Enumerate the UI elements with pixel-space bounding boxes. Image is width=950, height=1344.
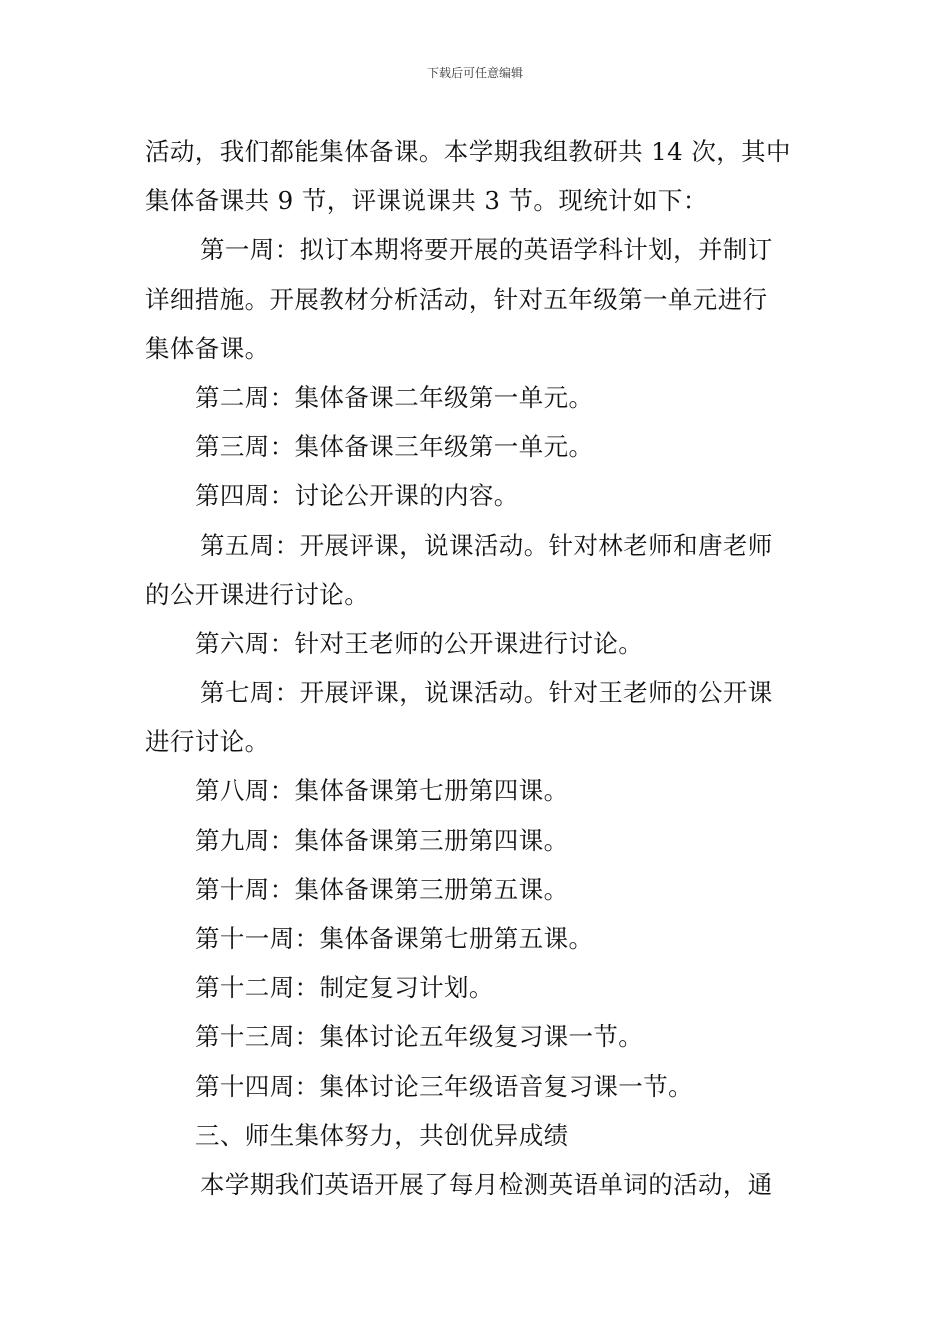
text-line: 第十二周：制定复习计划。 (195, 973, 494, 1003)
text-line: 第八周：集体备课第七册第四课。 (195, 776, 569, 806)
text-line: 进行讨论。 (145, 727, 270, 757)
text-line: 第十一周：集体备课第七册第五课。 (195, 924, 594, 953)
text-line: 第十四周：集体讨论三年级语音复习课一节。 (195, 1071, 693, 1101)
text-line: 集体备课共 9 节，评课说课共 3 节。现统计如下： (145, 186, 708, 216)
document-body (145, 127, 815, 1209)
text-line: 第十周：集体备课第三册第五课。 (195, 874, 569, 904)
text-line: 的公开课进行讨论。 (145, 579, 370, 609)
text-line: 第三周：集体备课三年级第一单元。 (195, 432, 594, 462)
page-header: 下载后可任意编辑 (426, 66, 523, 80)
text-line: 第七周：开展评课，说课活动。针对王老师的公开课 (200, 678, 773, 708)
section-heading: 三、师生集体努力，共创优异成绩 (195, 1120, 569, 1150)
text-line: 第一周：拟订本期将要开展的英语学科计划，并制订 (200, 235, 773, 265)
text-line: 第十三周：集体讨论五年级复习课一节。 (195, 1022, 644, 1052)
text-line: 详细措施。开展教材分析活动，针对五年级第一单元进行 (145, 284, 768, 314)
text-line: 第二周：集体备课二年级第一单元。 (195, 382, 594, 412)
text-line: 活动，我们都能集体备课。本学期我组教研共 14 次，其中 (145, 137, 791, 166)
text-line: 集体备课。 (145, 333, 270, 363)
text-line: 本学期我们英语开展了每月检测英语单词的活动，通 (200, 1169, 773, 1199)
text-line: 第九周：集体备课第三册第四课。 (195, 825, 569, 855)
text-line: 第五周：开展评课，说课活动。针对林老师和唐老师 (200, 530, 773, 560)
text-line: 第四周：讨论公开课的内容。 (195, 481, 519, 511)
text-line: 第六周：针对王老师的公开课进行讨论。 (195, 628, 644, 658)
